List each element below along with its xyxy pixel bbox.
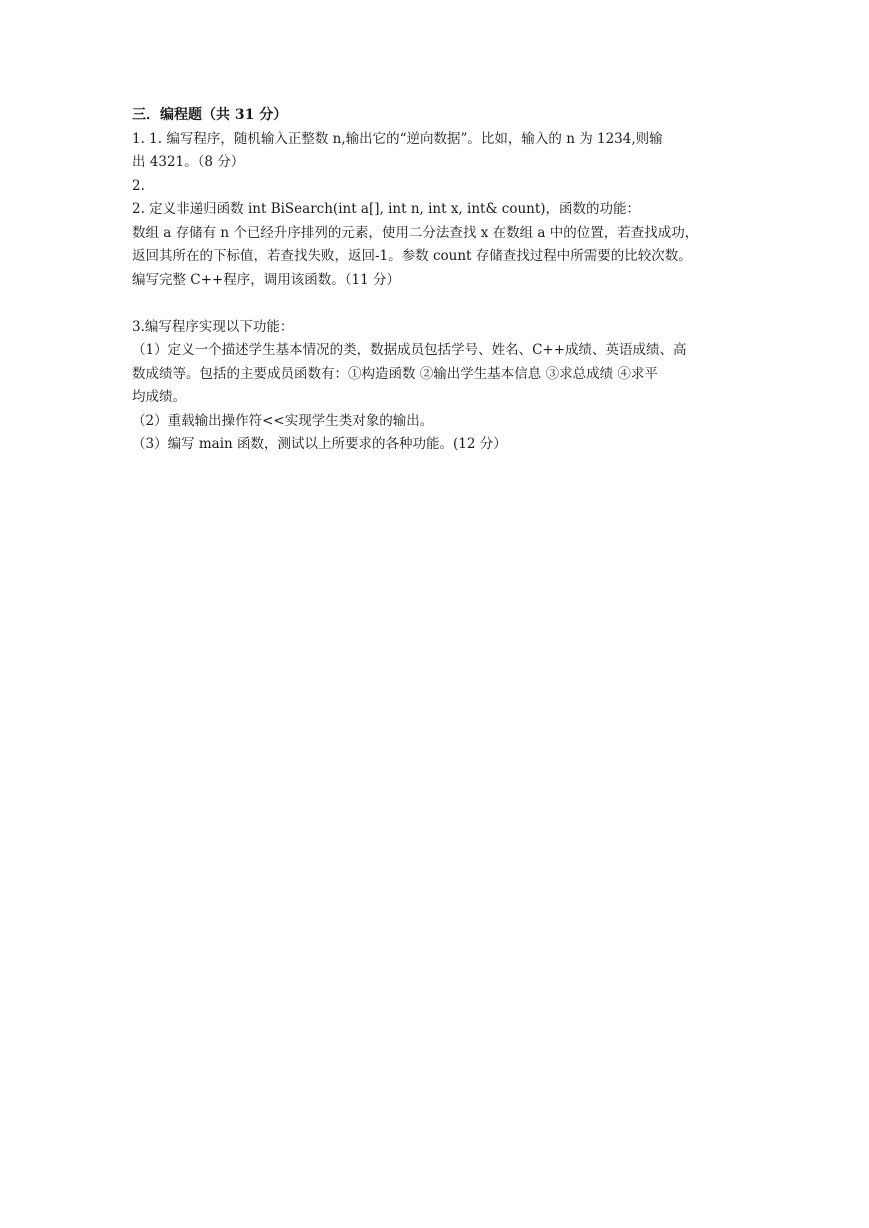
spacer bbox=[132, 292, 744, 316]
question-3-item-1-line-3: 均成绩。 bbox=[132, 389, 186, 405]
question-1 bbox=[132, 128, 744, 175]
question-1-line-2: 出 4321。（8 分） bbox=[132, 154, 245, 170]
question-1-line-1: 1. 1. 编写程序，随机输入正整数 n,输出它的“逆向数据”。比如，输入的 n 为 1234,则输 bbox=[132, 130, 663, 147]
question-3-title: 3.编写程序实现以下功能： bbox=[132, 318, 294, 335]
question-3 bbox=[132, 316, 744, 457]
question-3-item-3: （3）编写 main 函数，测试以上所要求的各种功能。(12 分） bbox=[132, 436, 507, 452]
question-3-item-2: （2）重载输出操作符<<实现学生类对象的输出。 bbox=[132, 412, 434, 429]
section-heading: 三．编程题（共 31 分） bbox=[132, 107, 288, 123]
question-3-item-1-line-1: （1）定义一个描述学生基本情况的类，数据成员包括学号、姓名、C++成绩、英语成绩、高 bbox=[132, 342, 687, 358]
question-2-line-4: 编写完整 C++程序，调用该函数。（11 分） bbox=[132, 271, 400, 288]
question-2 bbox=[132, 198, 744, 292]
question-2-number: 2. bbox=[132, 177, 145, 194]
question-3-item-1-line-2: 数成绩等。包括的主要成员函数有：①构造函数 ②输出学生基本信息 ③求总成绩 ④求平 bbox=[132, 365, 658, 382]
question-2-line-1: 2. 定义非递归函数 int BiSearch(int a[], int n, int x, int& count)，函数的功能： bbox=[132, 201, 641, 217]
question-2-line-2: 数组 a 存储有 n 个已经升序排列的元素，使用二分法查找 x 在数组 a 中的位置，若查找成功， bbox=[132, 224, 699, 241]
question-2-line-3: 返回其所在的下标值，若查找失败，返回-1。参数 count 存储查找过程中所需要的比较次数。 bbox=[132, 248, 692, 264]
document-content bbox=[132, 104, 744, 457]
